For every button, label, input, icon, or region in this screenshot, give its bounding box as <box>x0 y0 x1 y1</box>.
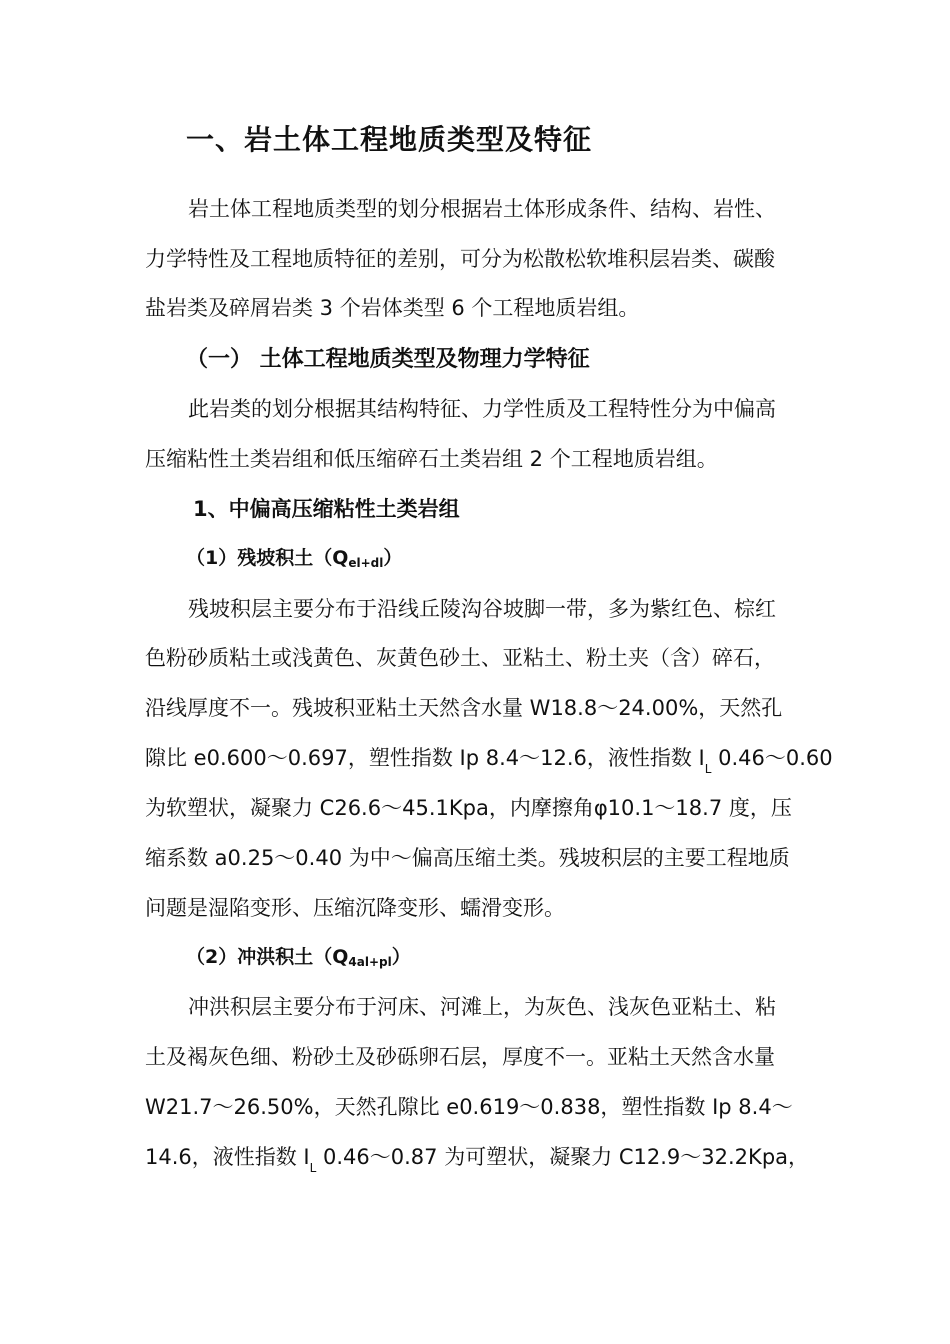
sec1-line-4-sub: L <box>704 762 712 776</box>
sec1-line-5: 为软塑状，凝聚力 C26.6～45.1Kpa，内摩擦角φ10.1～18.7 度，压 <box>145 796 792 820</box>
sec2-line-4-tail: 0.46～0.87 为可塑状，凝聚力 C12.9～32.2Kpa， <box>316 1145 810 1169</box>
intro-line-1: 岩土体工程地质类型的划分根据岩土体形成条件、结构、岩性、 <box>188 197 776 221</box>
section-2-title: （2）冲洪积土（Q <box>186 946 349 968</box>
heading-level-3: 1、中偏高压缩粘性土类岩组 <box>193 497 460 521</box>
section-2-sub4: 4 <box>348 955 357 969</box>
sec2-line-4 <box>145 1141 815 1175</box>
sec1-line-4-text: 隙比 e0.600～0.697，塑性指数 Ip 8.4～12.6，液性指数 I <box>145 746 705 770</box>
heading-level-2: （一） 土体工程地质类型及物理力学特征 <box>186 347 590 372</box>
sec2-line-2: 土及褐灰色细、粉砂土及砂砾卵石层，厚度不一。亚粘土天然含水量 <box>145 1045 775 1069</box>
section-1-heading <box>186 543 402 570</box>
intro-line-3: 盐岩类及碎屑岩类 3 个岩体类型 6 个工程地质岩组。 <box>145 296 640 320</box>
sec1-line-2: 色粉砂质粘土或浅黄色、灰黄色砂土、亚粘土、粉土夹（含）碎石， <box>145 646 775 670</box>
sec2-line-4-text: 14.6，液性指数 I <box>145 1145 310 1169</box>
section-1-title: （1）残坡积土（Q <box>186 547 349 569</box>
heading-level-1: 一、岩土体工程地质类型及特征 <box>186 123 593 156</box>
section-1-close: ） <box>383 547 403 569</box>
sec2-line-1: 冲洪积层主要分布于河床、河滩上，为灰色、浅灰色亚粘土、粘 <box>188 995 776 1019</box>
sec1-line-6: 缩系数 a0.25～0.40 为中～偏高压缩土类。残坡积层的主要工程地质 <box>145 846 790 870</box>
sec1-line-4-tail: 0.46～0.60 <box>711 746 833 770</box>
section-1-subscript: el+dl <box>348 556 384 570</box>
sec2-line-4-sub: L <box>309 1161 317 1175</box>
section-2-subscript: al+pl <box>356 955 392 969</box>
section-2-heading <box>186 942 411 969</box>
para2-line-2: 压缩粘性土类岩组和低压缩碎石土类岩组 2 个工程地质岩组。 <box>145 447 718 471</box>
sec1-line-7: 问题是湿陷变形、压缩沉降变形、蠕滑变形。 <box>145 896 565 920</box>
sec1-line-1: 残坡积层主要分布于沿线丘陵沟谷坡脚一带，多为紫红色、棕红 <box>188 597 776 621</box>
para2-line-1: 此岩类的划分根据其结构特征、力学性质及工程特性分为中偏高 <box>188 397 776 421</box>
sec1-line-3: 沿线厚度不一。残坡积亚粘土天然含水量 W18.8～24.00%，天然孔 <box>145 696 783 720</box>
sec2-line-3: W21.7～26.50%，天然孔隙比 e0.619～0.838，塑性指数 Ip 8.4～ <box>145 1095 793 1119</box>
section-2-close: ） <box>391 946 411 968</box>
sec1-line-4 <box>145 742 833 776</box>
intro-line-2: 力学特性及工程地质特征的差别，可分为松散松软堆积层岩类、碳酸 <box>145 247 775 271</box>
